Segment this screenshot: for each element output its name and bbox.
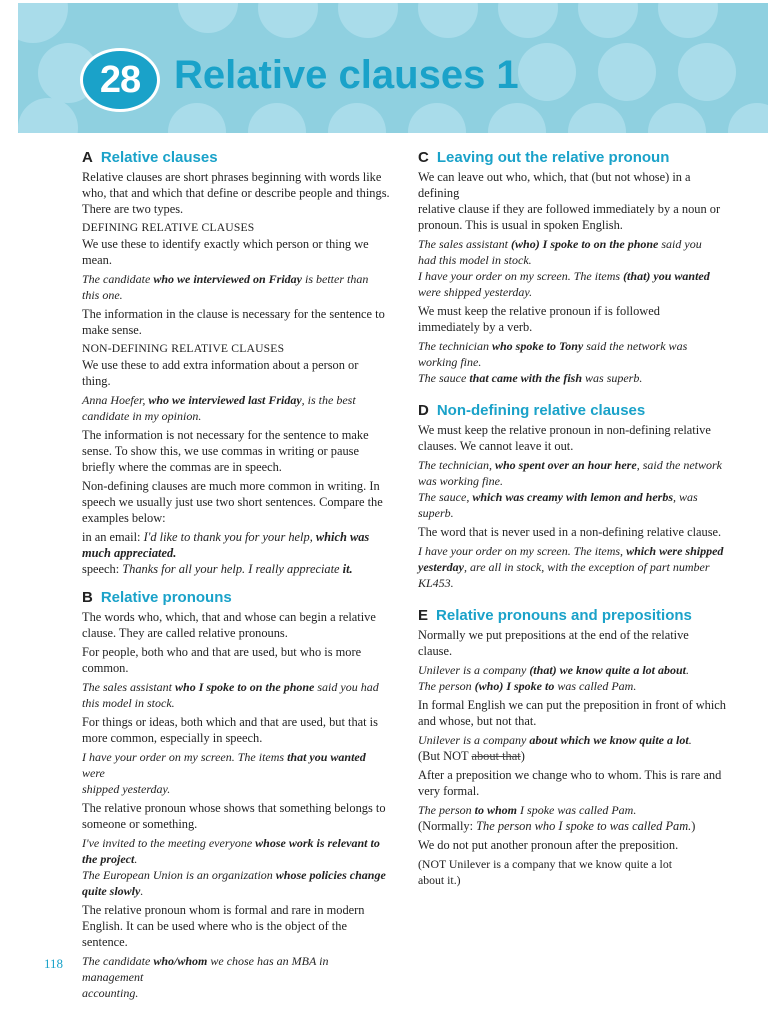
paragraph [82, 427, 390, 475]
example-text: The candidate [82, 954, 154, 968]
text-line: In formal English we can put the preposition in front of which [418, 698, 726, 712]
example-highlight: that you wanted [287, 750, 366, 764]
example-text: is better than [302, 272, 369, 286]
text-line: pronoun. This is usual in spoken English. [418, 218, 623, 232]
example-label: speech: [82, 562, 123, 576]
text-line: We must keep the relative pronoun in non-defining relative [418, 423, 711, 437]
decor-circle [678, 43, 736, 101]
example-highlight: that came with the fish [469, 371, 583, 385]
section-letter: A [82, 149, 93, 166]
text-line: The information is not necessary for the sentence to make [82, 428, 369, 442]
section-e-heading [418, 606, 731, 625]
example-text: Unilever is a company [418, 663, 530, 677]
text-line: examples below: [82, 511, 166, 525]
text-line: After a preposition we change who to whom. This is rare and [418, 768, 722, 782]
paragraph [82, 357, 390, 389]
example-highlight: to whom [474, 803, 518, 817]
example-text: The person who I spoke to was called Pam. [476, 819, 692, 833]
text-line: about it.) [418, 873, 461, 887]
text-line: English. It can be used where who is the object of the sentence. [82, 919, 347, 949]
example-text: Thanks for all your help. I really appreciate [122, 562, 343, 576]
email-example [82, 529, 390, 577]
text-line [418, 268, 731, 284]
struck-text: about that [471, 749, 521, 763]
example-text: The technician [418, 339, 492, 353]
text-line: clauses. We cannot leave it out. [418, 439, 574, 453]
section-title: Relative clauses [100, 149, 218, 166]
section-a [82, 148, 390, 577]
text-line: quite slowly. [82, 884, 144, 898]
text-segment: ) [691, 819, 696, 833]
text-line: working fine. [418, 355, 482, 369]
decor-circle [168, 103, 226, 133]
text-line: Relative clauses are short phrases beginning with words like [82, 170, 382, 184]
text-line [82, 835, 390, 851]
decor-circle [328, 103, 386, 133]
example-text: I have your order on my screen. The items [418, 269, 624, 283]
text-line: Normally we put prepositions at the end of the relative [418, 628, 689, 642]
text-line: clause. [418, 644, 453, 658]
text-line [82, 679, 390, 695]
text-line: Unilever is a company about which we know quite a lot. [418, 733, 692, 747]
section-title: Leaving out the relative pronoun [436, 149, 670, 166]
paragraph [418, 767, 731, 799]
decor-circle [178, 3, 238, 33]
example-text: we chose has an MBA in management [82, 954, 329, 984]
paragraph [82, 478, 390, 526]
section-letter: B [82, 589, 93, 606]
example-text: The sauce, [418, 490, 473, 504]
example [418, 802, 731, 818]
example-text: , are all in stock, with the exception of part number [463, 560, 710, 574]
chapter-number-badge: 28 [80, 48, 160, 112]
text-line: and whose, but not that. [418, 714, 537, 728]
text-line: relative clause if they are followed immediately by a noun or [418, 202, 721, 216]
example [82, 749, 390, 797]
text-line: KL453. [418, 576, 454, 590]
example-highlight: who spent over an hour here [494, 458, 637, 472]
section-c [418, 148, 731, 386]
example-text: The technician, [418, 458, 495, 472]
text-line: There are two types. [82, 202, 184, 216]
example-text: said you [658, 237, 702, 251]
section-title: Non-defining relative clauses [436, 402, 646, 419]
text-line [82, 953, 390, 985]
decor-circle [728, 103, 768, 133]
section-e [418, 606, 731, 888]
text-line: candidate in my opinion. [82, 409, 202, 423]
example-highlight: which was [315, 530, 370, 544]
section-d [418, 401, 731, 591]
decor-circle [578, 3, 638, 38]
example-text: The person [418, 803, 475, 817]
example-text: The sales assistant [82, 680, 176, 694]
text-line: briefly where the commas are in speech. [82, 460, 282, 474]
example-text: said you had [314, 680, 379, 694]
text-line: We use these to identify exactly which person or thing we [82, 237, 369, 251]
paragraph [418, 169, 731, 233]
section-c-heading [418, 148, 731, 167]
decor-circle [258, 3, 318, 38]
text-line [418, 370, 731, 386]
text-line: who, that and which that define or describe people and things. [82, 186, 390, 200]
text-line: this one. [82, 288, 123, 302]
example [418, 457, 731, 521]
text-line: (NOT Unilever is a company that we know quite a lot [418, 857, 673, 871]
example-text: , is the best [301, 393, 356, 407]
example-highlight: the project [82, 852, 135, 866]
text-line: had this model in stock. [418, 253, 532, 267]
header-banner [18, 3, 768, 133]
text-line: clause. They are called relative pronouns. [82, 626, 288, 640]
text-line: We must keep the relative pronoun if is followed [418, 304, 660, 318]
paragraph [418, 818, 731, 834]
text-line [82, 271, 390, 287]
example-highlight: who/whom [153, 954, 208, 968]
text-line: speech we usually just use two short sentences. Compare the [82, 495, 383, 509]
page-number: 118 [44, 956, 64, 971]
example-text: I'd like to thank you for your help, [143, 530, 316, 544]
text-line [418, 678, 731, 694]
example-highlight: whose work is relevant to [255, 836, 380, 850]
text-line [418, 559, 731, 575]
example-text: were [82, 766, 105, 780]
example-highlight: who we interviewed last Friday [148, 393, 302, 407]
section-letter: C [418, 149, 429, 166]
text-line: make sense. [82, 323, 142, 337]
example-highlight: which was creamy with lemon and herbs [472, 490, 674, 504]
text-line: thing. [82, 374, 111, 388]
paragraph [82, 609, 390, 641]
text-line: more common, especially in speech. [82, 731, 263, 745]
text-line [418, 457, 731, 473]
text-line [82, 867, 390, 883]
section-a-heading [82, 148, 390, 167]
example [418, 543, 731, 591]
section-title: Relative pronouns and prepositions [436, 607, 692, 624]
example-text: said the network was [583, 339, 688, 353]
example [418, 662, 731, 694]
example-highlight: whose policies change [275, 868, 386, 882]
text-line [418, 338, 731, 354]
example [418, 236, 731, 300]
example-text: , said the network [636, 458, 723, 472]
decor-circle [648, 103, 706, 133]
decor-circle [18, 3, 68, 43]
paragraph: The word that is never used in a non-defining relative clause. [418, 525, 722, 539]
text-line: the project. [82, 852, 138, 866]
text-line: was working fine. [418, 474, 504, 488]
text-line: common. [82, 661, 129, 675]
example-highlight: much appreciated. [82, 546, 177, 560]
text-line: The information in the clause is necessary for the sentence to [82, 307, 385, 321]
text-line: very formal. [418, 784, 480, 798]
example-highlight: quite slowly [82, 884, 141, 898]
section-letter: E [418, 607, 429, 624]
example-text: The person [418, 679, 475, 693]
paragraph [82, 236, 390, 268]
decor-circle [498, 3, 558, 38]
example [82, 953, 390, 1001]
decor-circle [518, 43, 576, 101]
example-highlight: which were shipped [626, 544, 724, 558]
left-column [82, 148, 390, 1004]
example-text: was superb. [582, 371, 643, 385]
paragraph [82, 169, 390, 217]
example [418, 338, 731, 386]
text-line: accounting. [82, 986, 139, 1000]
text-line [418, 236, 731, 252]
example-text: I spoke was called Pam. [517, 803, 637, 817]
example-highlight: it. [342, 562, 353, 576]
subheading-nondefining: NON-DEFINING RELATIVE CLAUSES [82, 342, 285, 355]
text-line: The relative pronoun whom is formal and rare in modern [82, 903, 365, 917]
example-highlight: (that) we know quite a lot about [529, 663, 686, 677]
decor-circle [598, 43, 656, 101]
page-title: Relative clauses 1 [174, 53, 519, 97]
decor-circle [488, 103, 546, 133]
decor-circle [658, 3, 718, 38]
text-line: The words who, which, that and whose can begin a relative [82, 610, 376, 624]
paragraph [418, 422, 731, 454]
paragraph [82, 714, 390, 746]
paragraph [82, 800, 390, 832]
example-text: The candidate [82, 272, 154, 286]
paragraph: We do not put another pronoun after the preposition. [418, 838, 679, 852]
text-segment: (But NOT [418, 749, 472, 763]
text-line [82, 545, 390, 561]
right-column [418, 148, 731, 891]
example-highlight: (that) you wanted [623, 269, 710, 283]
decor-circle [418, 3, 478, 38]
section-letter: D [418, 402, 429, 419]
example-highlight: about which we know quite a lot [529, 733, 689, 747]
paragraph [418, 748, 731, 764]
text-line: superb. [418, 506, 454, 520]
text-segment: ) [520, 749, 525, 763]
example-text: Anna Hoefer, [82, 393, 149, 407]
text-line: For people, both who and that are used, but who is more [82, 645, 362, 659]
example-highlight: (who) I spoke to on the phone [511, 237, 659, 251]
text-line [418, 489, 731, 505]
text-line [418, 802, 731, 818]
example-text: was called Pam. [554, 679, 637, 693]
section-d-heading [418, 401, 731, 420]
decor-circle [408, 103, 466, 133]
text-line: We can leave out who, which, that (but not whose) in a defining [418, 170, 691, 200]
example [82, 835, 390, 899]
example-highlight: who spoke to Tony [491, 339, 584, 353]
example-highlight: yesterday [418, 560, 464, 574]
paragraph [82, 644, 390, 676]
example-text: Unilever is a company [418, 733, 530, 747]
text-line: someone or something. [82, 817, 198, 831]
text-line: We use these to add extra information about a person or [82, 358, 359, 372]
text-line: For things or ideas, both which and that are used, but that is [82, 715, 378, 729]
example-text: I have your order on my screen. The items, [418, 544, 627, 558]
text-line: this model in stock. [82, 696, 175, 710]
text-segment: (Normally: [418, 819, 477, 833]
example-text: The sauce [418, 371, 470, 385]
paragraph [418, 303, 731, 335]
text-line: mean. [82, 253, 112, 267]
text-line: were shipped yesterday. [418, 285, 533, 299]
example-text: I have your order on my screen. The items [82, 750, 288, 764]
example [82, 271, 390, 303]
text-line [418, 543, 731, 559]
text-line: sense. To show this, we use commas in writing or pause [82, 444, 359, 458]
text-line: immediately by a verb. [418, 320, 533, 334]
example-text: The sales assistant [418, 237, 512, 251]
paragraph [82, 306, 390, 338]
text-line: shipped yesterday. [82, 782, 171, 796]
paragraph [418, 856, 731, 888]
paragraph [418, 627, 731, 659]
paragraph [82, 902, 390, 950]
decor-circle [18, 98, 78, 133]
section-b-heading [82, 588, 390, 607]
example-highlight: (who) I spoke to [474, 679, 555, 693]
example-text: The European Union is an organization [82, 868, 276, 882]
text-line [82, 529, 390, 545]
example-highlight: who we interviewed on Friday [153, 272, 302, 286]
text-line: Non-defining clauses are much more common in writing. In [82, 479, 380, 493]
text-line: The relative pronoun whose shows that something belongs to [82, 801, 386, 815]
example-text: I've invited to the meeting everyone [82, 836, 256, 850]
text-line [82, 392, 390, 408]
example-label: in an email: [82, 530, 144, 544]
example [82, 679, 390, 711]
paragraph [418, 697, 731, 729]
decor-circle [338, 3, 398, 38]
example-text: , was [673, 490, 698, 504]
text-line: Unilever is a company (that) we know quite a lot about. [418, 663, 689, 677]
text-line [82, 749, 390, 781]
section-b [82, 588, 390, 1001]
example [418, 732, 731, 748]
text-line [82, 561, 390, 577]
decor-circle [568, 103, 626, 133]
example [82, 392, 390, 424]
decor-circle [248, 103, 306, 133]
section-title: Relative pronouns [100, 589, 232, 606]
subheading-defining: DEFINING RELATIVE CLAUSES [82, 221, 255, 234]
example-highlight: who I spoke to on the phone [175, 680, 315, 694]
